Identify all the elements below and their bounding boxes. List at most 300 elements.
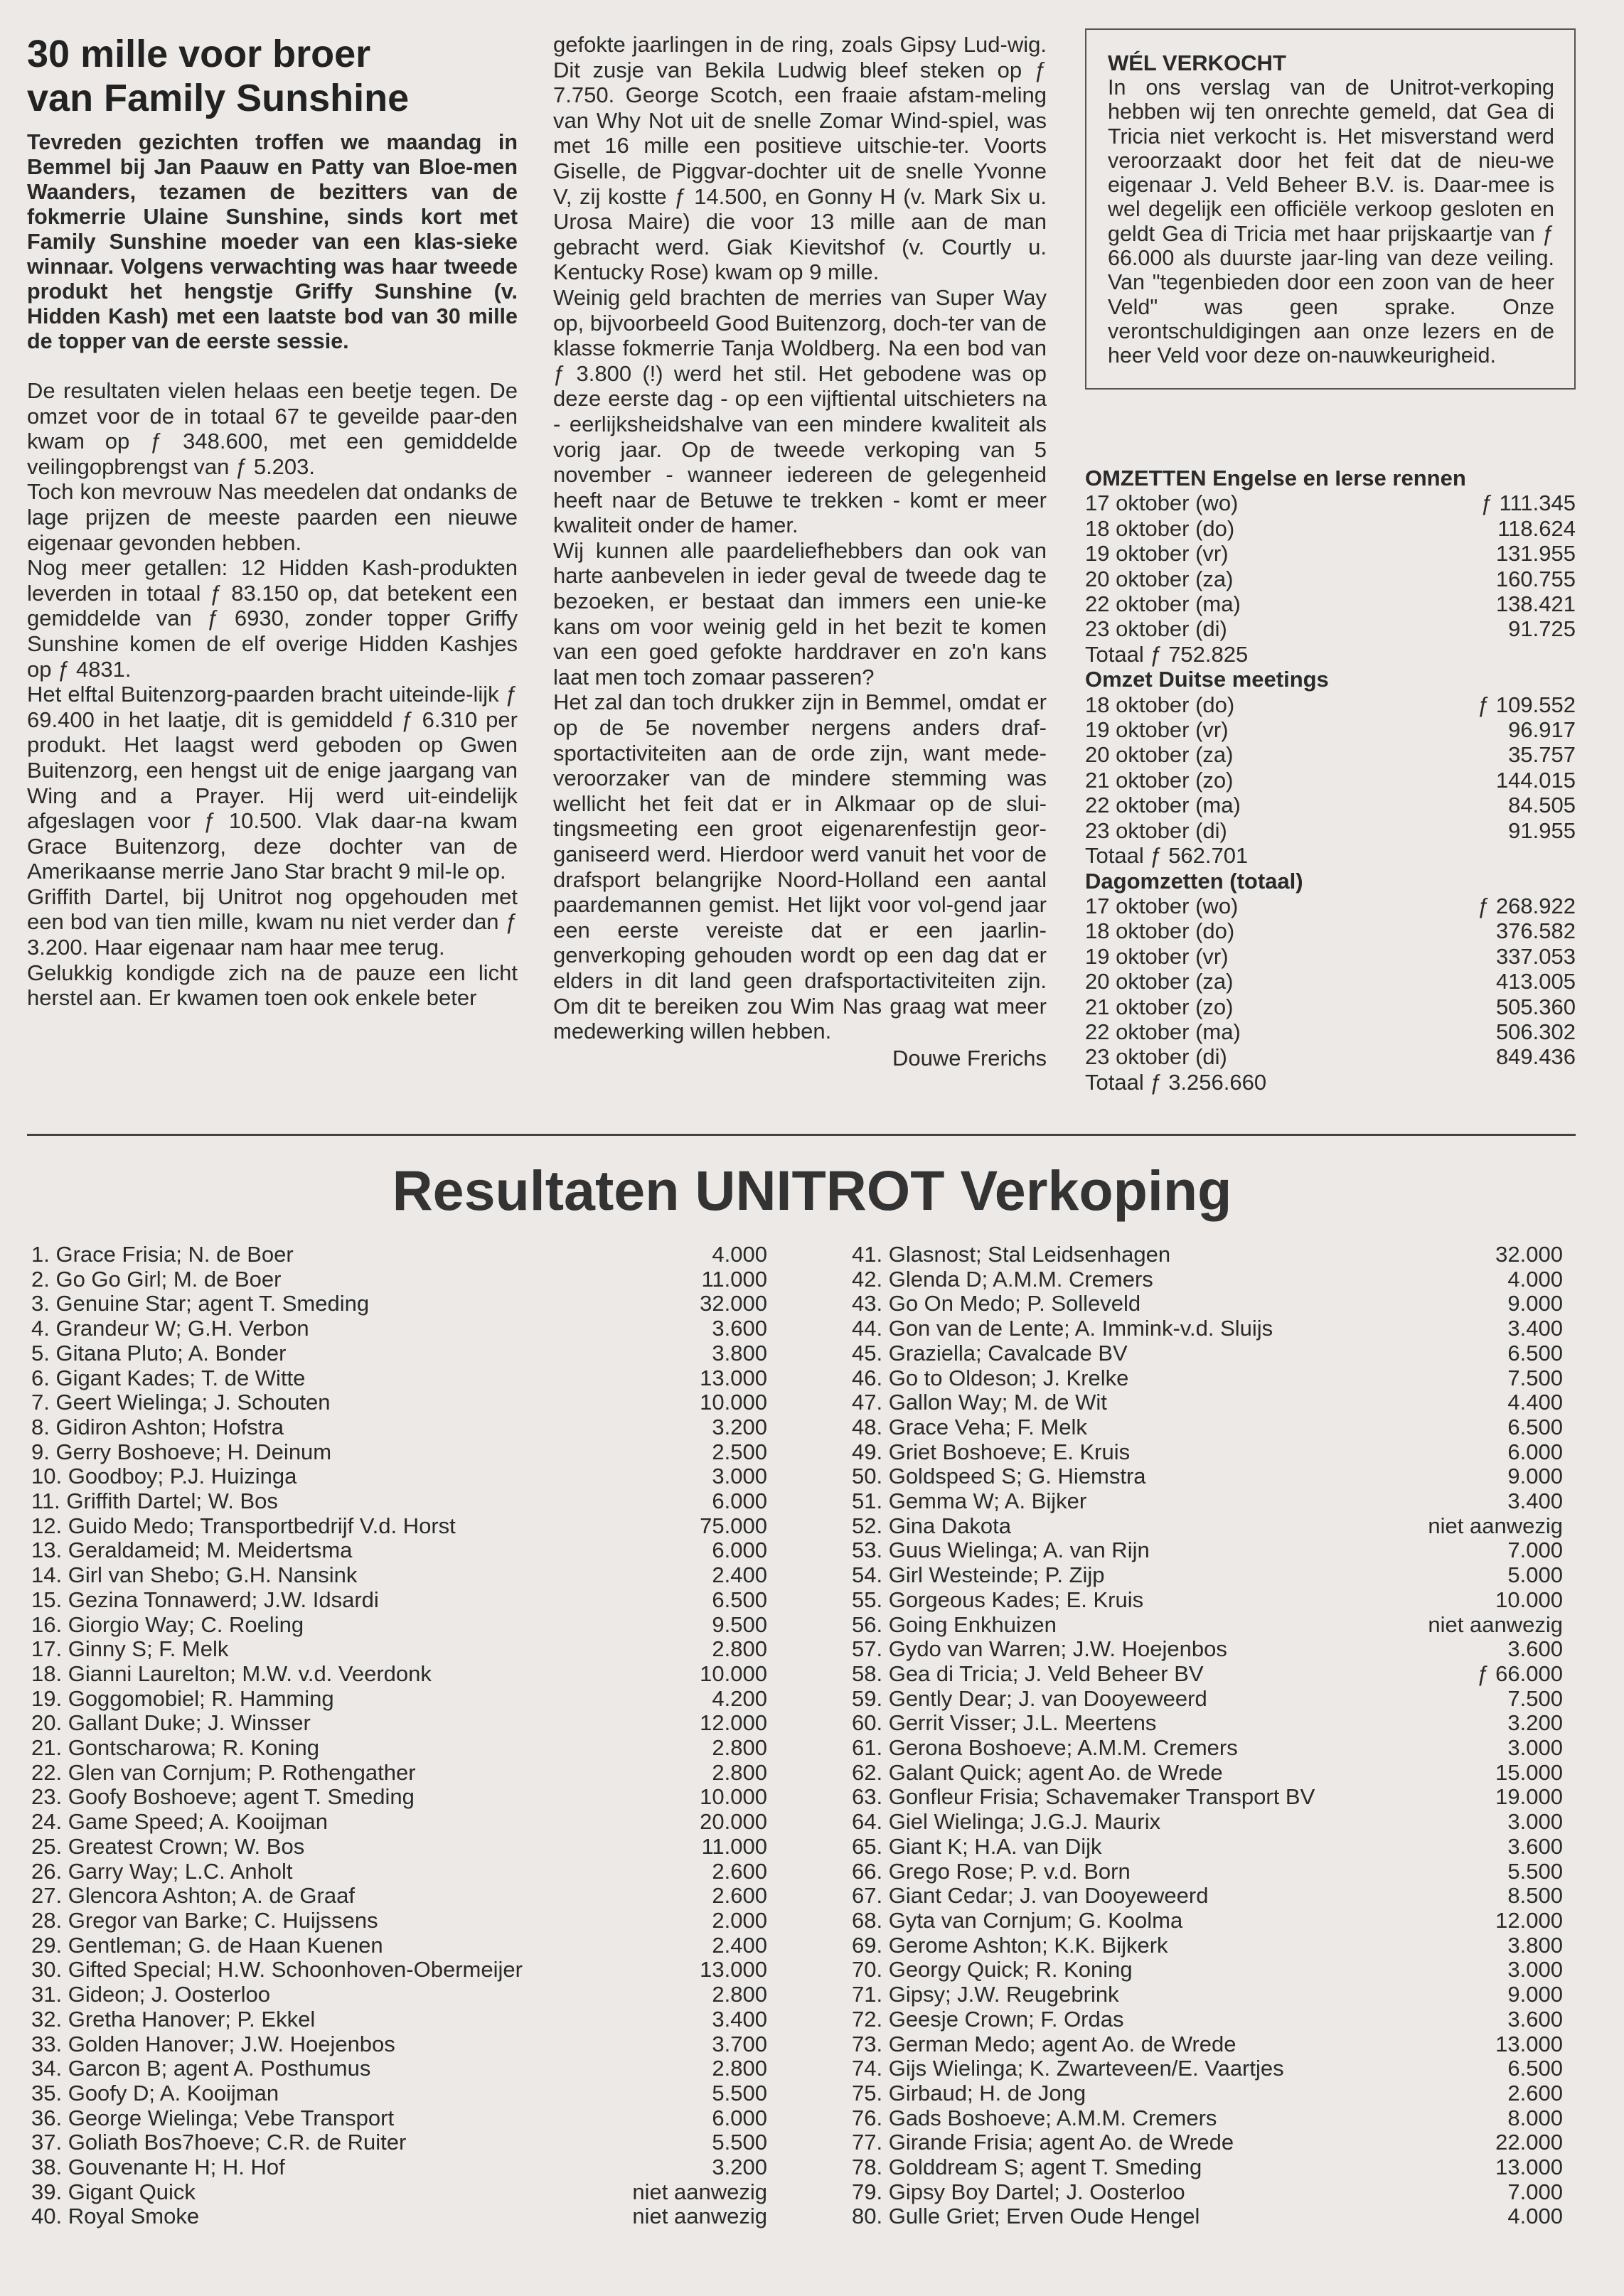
result-row — [31, 1316, 767, 1341]
result-horse-buyer: 9. Gerry Boshoeve; H. Deinum — [31, 1439, 332, 1464]
result-row — [31, 1366, 767, 1391]
result-price: 6.000 — [1507, 1439, 1563, 1464]
result-horse-buyer: 34. Garcon B; agent A. Posthumus — [31, 2056, 371, 2081]
headline-line-1: 30 mille voor broer — [27, 33, 371, 75]
result-horse-buyer: 8. Gidiron Ashton; Hofstra — [31, 1415, 284, 1439]
stats-row-label: 17 oktober (wo) — [1085, 490, 1239, 516]
stats-row-value: 506.302 — [1495, 1019, 1576, 1044]
result-horse-buyer: 21. Gontscharowa; R. Koning — [31, 1736, 319, 1761]
stats-row — [1085, 818, 1576, 843]
result-price: 3.600 — [1507, 1636, 1563, 1662]
result-horse-buyer: 40. Royal Smoke — [31, 2204, 200, 2229]
result-price: 8.500 — [1507, 1883, 1563, 1909]
article-paragraph: Nog meer getallen: 12 Hidden Kash-produkten leverden in totaal ƒ 83.150 op, dat betekent een gemiddelde van ƒ 6930, zonder topper Griffy Sunshine komen de elf overige Hidden Kashjes op ƒ 4831. — [27, 555, 518, 682]
stats-rows-german — [1085, 692, 1576, 843]
result-price: 3.600 — [712, 1316, 767, 1341]
result-horse-buyer: 65. Giant K; H.A. van Dijk — [852, 1834, 1102, 1859]
result-price: 22.000 — [1495, 2130, 1563, 2155]
headline-line-2: van Family Sunshine — [27, 77, 410, 119]
result-row — [852, 1489, 1563, 1514]
section-divider — [27, 1134, 1576, 1136]
article-paragraph: Weinig geld brachten de merries van Super Way op, bijvoorbeeld Good Buitenzorg, doch-ter van de klasse fokmerrie Tanja Woldberg. Na een bod van ƒ 3.800 (!) werd het stil. Het gebodene was op deze eerste dag - op een vijftiental uitschieters na - eerlijksheidshalve van een mindere kwaliteit als vorig jaar. Op de tweede verkoping van 5 november - wanneer iedereen de gelegenheid heeft naar de Betuwe te trekken - komt er meer kwaliteit onder de hamer. — [553, 284, 1047, 538]
stats-row — [1085, 944, 1576, 969]
result-row — [31, 2056, 767, 2081]
stats-row-value: 160.755 — [1495, 566, 1576, 591]
result-price: 3.200 — [712, 2155, 767, 2180]
result-price: 7.000 — [1507, 2179, 1563, 2204]
article-paragraph: Gelukkig kondigde zich na de pauze een licht herstel aan. Er kwamen toen ook enkele beter — [27, 960, 518, 1011]
result-price: 5.500 — [712, 2130, 767, 2155]
result-row — [852, 1662, 1563, 1687]
stats-row-value: 84.505 — [1508, 793, 1576, 818]
result-row — [31, 1489, 767, 1514]
result-horse-buyer: 63. Gonfleur Frisia; Schavemaker Transport BV — [852, 1785, 1315, 1810]
result-row — [852, 1637, 1563, 1662]
result-price: 6.500 — [1507, 1340, 1563, 1366]
stats-row-label: 20 oktober (za) — [1085, 969, 1234, 994]
result-horse-buyer: 70. Georgy Quick; R. Koning — [852, 1958, 1133, 1983]
result-row — [31, 1292, 767, 1316]
stats-row-label: 21 oktober (zo) — [1085, 994, 1234, 1019]
result-horse-buyer: 32. Gretha Hanover; P. Ekkel — [31, 2007, 316, 2032]
result-price: niet aanwezig — [632, 2204, 767, 2229]
article-paragraph: Toch kon mevrouw Nas meedelen dat ondanks de lage prijzen de meeste paarden een nieuwe eigenaar gevonden hebben. — [27, 479, 518, 555]
stats-row — [1085, 742, 1576, 767]
result-horse-buyer: 60. Gerrit Visser; J.L. Meertens — [852, 1711, 1157, 1736]
result-row — [852, 1316, 1563, 1341]
result-horse-buyer: 42. Glenda D; A.M.M. Cremers — [852, 1267, 1153, 1292]
stats-german — [1085, 667, 1576, 868]
result-row — [31, 1835, 767, 1860]
result-price: 6.000 — [712, 2105, 767, 2130]
turnover-stats — [1085, 466, 1576, 1095]
result-horse-buyer: 29. Gentleman; G. de Haan Kuenen — [31, 1933, 383, 1958]
stats-row — [1085, 1044, 1576, 1069]
result-price: 3.600 — [1507, 2006, 1563, 2032]
result-price: 4.000 — [1507, 2204, 1563, 2229]
stats-row-label: 23 oktober (di) — [1085, 1044, 1227, 1070]
result-row — [852, 1835, 1563, 1860]
result-horse-buyer: 41. Glasnost; Stal Leidsenhagen — [852, 1243, 1171, 1267]
result-horse-buyer: 76. Gads Boshoeve; A.M.M. Cremers — [852, 2105, 1217, 2130]
result-row — [852, 1390, 1563, 1415]
result-price: 6.500 — [1507, 2056, 1563, 2081]
stats-daily — [1085, 869, 1576, 1095]
stats-total-daily: Totaal ƒ 3.256.660 — [1085, 1069, 1267, 1095]
result-price: 20.000 — [700, 1809, 767, 1835]
article-paragraph: Griffith Dartel, bij Unitrot nog opgehouden met een bod van tien mille, kwam nu niet verder dan ƒ 3.200. Haar eigenaar nam haar mee terug. — [27, 884, 518, 960]
result-row — [31, 1243, 767, 1267]
result-price: 2.800 — [712, 1982, 767, 2007]
article-column-2 — [553, 32, 1047, 1071]
result-row — [852, 1538, 1563, 1563]
result-price: niet aanwezig — [1428, 1513, 1563, 1538]
correction-notice — [1085, 28, 1576, 390]
result-price: 6.000 — [712, 1538, 767, 1563]
result-row — [852, 1785, 1563, 1810]
result-horse-buyer: 69. Gerome Ashton; K.K. Bijkerk — [852, 1933, 1168, 1958]
results-list-right — [852, 1243, 1563, 2229]
result-row — [31, 1958, 767, 1983]
result-price: 9.000 — [1507, 1291, 1563, 1316]
result-horse-buyer: 12. Guido Medo; Transportbedrijf V.d. Horst — [31, 1513, 456, 1538]
result-price: 4.000 — [712, 1242, 767, 1267]
result-row — [31, 1761, 767, 1786]
result-row — [852, 1243, 1563, 1267]
result-horse-buyer: 14. Girl van Shebo; G.H. Nansink — [31, 1563, 358, 1588]
result-row — [852, 2007, 1563, 2032]
result-horse-buyer: 66. Grego Rose; P. v.d. Born — [852, 1859, 1131, 1884]
result-price: 2.400 — [712, 1562, 767, 1588]
result-row — [852, 1687, 1563, 1712]
result-horse-buyer: 3. Genuine Star; agent T. Smeding — [31, 1292, 370, 1316]
result-price: 9.000 — [1507, 1464, 1563, 1489]
result-horse-buyer: 28. Gregor van Barke; C. Huijssens — [31, 1908, 378, 1933]
result-row — [852, 1366, 1563, 1391]
result-row — [852, 2081, 1563, 2106]
stats-row-value: 413.005 — [1495, 969, 1576, 994]
result-horse-buyer: 37. Goliath Bos7hoeve; C.R. de Ruiter — [31, 2130, 407, 2155]
stats-row-value: 144.015 — [1495, 767, 1576, 793]
result-horse-buyer: 19. Goggomobiel; R. Hamming — [31, 1686, 334, 1711]
result-horse-buyer: 46. Go to Oldeson; J. Krelke — [852, 1366, 1129, 1390]
result-price: 10.000 — [700, 1390, 767, 1415]
result-row — [852, 2130, 1563, 2155]
result-price: 32.000 — [1495, 1242, 1563, 1267]
stats-row-label: 19 oktober (vr) — [1085, 717, 1229, 743]
notice-title: WÉL VERKOCHT — [1108, 50, 1286, 75]
result-price: 3.800 — [712, 1340, 767, 1366]
result-row — [31, 1983, 767, 2007]
result-horse-buyer: 56. Going Enkhuizen — [852, 1612, 1057, 1637]
stats-row-value: 849.436 — [1495, 1044, 1576, 1070]
result-row — [852, 1933, 1563, 1958]
result-price: 2.500 — [712, 1439, 767, 1464]
result-row — [852, 1761, 1563, 1786]
result-row — [31, 1613, 767, 1638]
result-horse-buyer: 10. Goodboy; P.J. Huizinga — [31, 1464, 297, 1489]
result-row — [852, 2056, 1563, 2081]
stats-row — [1085, 717, 1576, 742]
result-row — [852, 1613, 1563, 1638]
result-price: 3.000 — [712, 1464, 767, 1489]
stats-row — [1085, 516, 1576, 541]
result-horse-buyer: 24. Game Speed; A. Kooijman — [31, 1810, 328, 1835]
stats-row-label: 18 oktober (do) — [1085, 918, 1235, 944]
result-price: 11.000 — [701, 1266, 767, 1292]
result-row — [852, 1711, 1563, 1736]
result-price: 3.700 — [712, 2031, 767, 2056]
result-price: 2.800 — [712, 1636, 767, 1662]
stats-rows-english — [1085, 490, 1576, 641]
result-horse-buyer: 49. Griet Boshoeve; E. Kruis — [852, 1439, 1131, 1464]
result-horse-buyer: 38. Gouvenante H; H. Hof — [31, 2155, 285, 2180]
article-paragraph: De resultaten vielen helaas een beetje tegen. De omzet voor de in totaal 67 te geveilde paar-den kwam op ƒ 348.600, met een gemiddelde veilingopbrengst van ƒ 5.203. — [27, 378, 518, 479]
result-horse-buyer: 61. Gerona Boshoeve; A.M.M. Cremers — [852, 1736, 1238, 1761]
result-price: 3.000 — [1507, 1809, 1563, 1835]
result-price: 6.500 — [1507, 1414, 1563, 1439]
result-horse-buyer: 73. German Medo; agent Ao. de Wrede — [852, 2032, 1236, 2056]
result-row — [31, 1341, 767, 1366]
stats-heading-german: Omzet Duitse meetings — [1085, 667, 1329, 692]
result-horse-buyer: 78. Golddream S; agent T. Smeding — [852, 2155, 1202, 2180]
stats-row — [1085, 567, 1576, 591]
result-row — [852, 2032, 1563, 2057]
result-price: 32.000 — [700, 1291, 767, 1316]
result-row — [31, 1736, 767, 1761]
article-column-1 — [27, 32, 518, 1011]
result-horse-buyer: 31. Gideon; J. Oosterloo — [31, 1983, 271, 2007]
result-horse-buyer: 64. Giel Wielinga; J.G.J. Maurix — [852, 1810, 1161, 1835]
stats-row-label: 22 oktober (ma) — [1085, 793, 1241, 818]
result-price: 13.000 — [700, 1365, 767, 1390]
result-row — [852, 1958, 1563, 1983]
stats-row-label: 20 oktober (za) — [1085, 742, 1234, 768]
result-horse-buyer: 72. Geesje Crown; F. Ordas — [852, 2007, 1124, 2032]
result-horse-buyer: 45. Graziella; Cavalcade BV — [852, 1341, 1128, 1366]
stats-row-value: ƒ 268.922 — [1478, 893, 1576, 918]
stats-row-value: 91.725 — [1508, 616, 1576, 642]
article-paragraph: Het elftal Buitenzorg-paarden bracht uiteinde-lijk ƒ 69.400 in het laatje, dit is gemiddeld ƒ 6.310 per produkt. Het laagst werd geboden op Gwen Buitenzorg, een hengst uit de enige jaargang van Wing and a Prayer. Hij werd uit-eindelijk afgeslagen voor ƒ 10.500. Vlak daar-na kwam Grace Buitenzorg, deze dochter van de Amerikaanse merrie Jano Star bracht 9 mil-le op. — [27, 682, 518, 884]
result-horse-buyer: 44. Gon van de Lente; A. Immink-v.d. Sluijs — [852, 1316, 1273, 1341]
result-row — [852, 1588, 1563, 1613]
stats-row-value: 96.917 — [1508, 717, 1576, 743]
results-list-left — [31, 1243, 767, 2229]
result-horse-buyer: 75. Girbaud; H. de Jong — [852, 2081, 1086, 2105]
result-price: 2.800 — [712, 2056, 767, 2081]
result-row — [31, 2204, 767, 2229]
result-horse-buyer: 20. Gallant Duke; J. Winsser — [31, 1711, 311, 1736]
result-price: 13.000 — [1495, 2031, 1563, 2056]
result-horse-buyer: 4. Grandeur W; G.H. Verbon — [31, 1316, 309, 1341]
result-horse-buyer: 2. Go Go Girl; M. de Boer — [31, 1267, 282, 1292]
result-row — [31, 1933, 767, 1958]
result-horse-buyer: 62. Galant Quick; agent Ao. de Wrede — [852, 1760, 1223, 1785]
result-horse-buyer: 55. Gorgeous Kades; E. Kruis — [852, 1587, 1144, 1612]
notice-body: In ons verslag van de Unitrot-verkoping hebben wij ten onrechte gemeld, dat Gea di Tricia niet verkocht is. Het misverstand werd veroorzaakt door het feit dat de nieu-we eigenaar J. Veld Beheer B.V. is. Daar-mee is wel degelijk een officiële verkoop gesloten en geldt Gea di Tricia met haar prijskaartje van ƒ 66.000 als duurste jaar-ling van deze veiling. Van "tegenbieden door een zoon van de heer Veld" was geen sprake. Onze verontschuldigingen aan onze lezers en de heer Veld voor deze on-nauwkeurigheid. — [1108, 75, 1554, 368]
stats-row — [1085, 793, 1576, 817]
stats-row-label: 20 oktober (za) — [1085, 566, 1234, 591]
result-price: 2.000 — [712, 1907, 767, 1933]
result-price: 3.400 — [1507, 1488, 1563, 1514]
result-row — [31, 1687, 767, 1712]
column-2-body — [553, 32, 1047, 1044]
result-row — [852, 1810, 1563, 1835]
stats-row-value: ƒ 109.552 — [1478, 692, 1576, 717]
result-row — [31, 1588, 767, 1613]
stats-heading-english: OMZETTEN Engelse en Ierse rennen — [1085, 466, 1466, 490]
stats-row — [1085, 692, 1576, 717]
result-price: 7.500 — [1507, 1365, 1563, 1390]
result-price: niet aanwezig — [632, 2179, 767, 2204]
stats-row-label: 23 oktober (di) — [1085, 616, 1227, 642]
stats-row — [1085, 894, 1576, 918]
result-price: 3.800 — [1507, 1932, 1563, 1958]
result-row — [31, 1415, 767, 1440]
result-row — [31, 1860, 767, 1884]
result-row — [852, 1464, 1563, 1489]
result-horse-buyer: 80. Gulle Griet; Erven Oude Hengel — [852, 2204, 1200, 2229]
stats-row-value: 131.955 — [1495, 541, 1576, 567]
result-horse-buyer: 71. Gipsy; J.W. Reugebrink — [852, 1983, 1119, 2007]
result-horse-buyer: 68. Gyta van Cornjum; G. Koolma — [852, 1908, 1183, 1933]
result-price: niet aanwezig — [1428, 1611, 1563, 1637]
article-column-3 — [1085, 28, 1576, 390]
result-row — [852, 1563, 1563, 1588]
result-row — [852, 1736, 1563, 1761]
result-price: 2.400 — [712, 1932, 767, 1958]
result-row — [852, 1860, 1563, 1884]
result-price: 3.200 — [1507, 1710, 1563, 1736]
stats-row — [1085, 1019, 1576, 1044]
result-price: 3.200 — [712, 1414, 767, 1439]
result-row — [31, 1637, 767, 1662]
result-row — [31, 1390, 767, 1415]
stats-heading-daily: Dagomzetten (totaal) — [1085, 868, 1303, 894]
result-row — [31, 1267, 767, 1292]
result-price: 2.600 — [1507, 2080, 1563, 2105]
result-price: 2.800 — [712, 1759, 767, 1785]
result-horse-buyer: 1. Grace Frisia; N. de Boer — [31, 1243, 294, 1267]
result-row — [852, 1983, 1563, 2007]
result-row — [852, 1514, 1563, 1539]
result-horse-buyer: 59. Gently Dear; J. van Dooyeweerd — [852, 1686, 1207, 1711]
result-horse-buyer: 50. Goldspeed S; G. Hiemstra — [852, 1464, 1146, 1489]
result-price: 10.000 — [700, 1661, 767, 1686]
author-signature: Douwe Frerichs — [892, 1045, 1047, 1071]
stats-row-label: 18 oktober (do) — [1085, 515, 1235, 541]
stats-row — [1085, 969, 1576, 994]
result-row — [852, 1267, 1563, 1292]
stats-row — [1085, 994, 1576, 1019]
result-horse-buyer: 57. Gydo van Warren; J.W. Hoejenbos — [852, 1637, 1227, 1662]
stats-row-label: 19 oktober (vr) — [1085, 541, 1229, 567]
article-paragraph: Het zal dan toch drukker zijn in Bemmel, omdat er op de 5e november nergens anders draf-sportactiviteiten aan de orde zijn, want mede-veroorzaker van de mindere stemming was wellicht het feit dat er in Alkmaar op de slui-tingsmeeting een groot eigenarenfestijn geor-ganiseerd werd. Hierdoor werd vanuit het voor de drafsport belangrijke Noord-Holland een aantal paardemannen gemist. Het lijkt voor vol-gend jaar een eerste vereiste dat er een jaarlin-genverkoping gehouden wordt op een dag dat er elders in dit land geen drafsportactiviteiten zijn. Om dit te bereiken zou Wim Nas graag wat meer medewerking willen hebben. — [553, 690, 1047, 1044]
result-row — [31, 1810, 767, 1835]
article-paragraph: Wij kunnen alle paardeliefhebbers dan ook van harte aanbevelen in ieder geval de tweede dag te bezoeken, er bestaat dan immers een unie-ke kans om voor weinig geld in het bezit te komen van een goed gefokte harddraver en zo'n kans laat men toch zomaar passeren? — [553, 537, 1047, 690]
result-horse-buyer: 67. Giant Cedar; J. van Dooyeweerd — [852, 1884, 1209, 1909]
result-price: 11.000 — [701, 1833, 767, 1859]
result-horse-buyer: 18. Gianni Laurelton; M.W. v.d. Veerdonk — [31, 1661, 432, 1686]
result-price: 6.000 — [712, 1488, 767, 1514]
result-row — [31, 1514, 767, 1539]
stats-rows-daily — [1085, 894, 1576, 1070]
results-title: Resultaten UNITROT Verkoping — [392, 1159, 1232, 1222]
result-row — [31, 1538, 767, 1563]
result-horse-buyer: 26. Garry Way; L.C. Anholt — [31, 1859, 293, 1884]
result-row — [852, 2155, 1563, 2180]
article-headline — [27, 32, 518, 120]
stats-total-german: Totaal ƒ 562.701 — [1085, 843, 1249, 869]
result-horse-buyer: 47. Gallon Way; M. de Wit — [852, 1390, 1107, 1415]
result-horse-buyer: 6. Gigant Kades; T. de Witte — [31, 1366, 306, 1390]
result-price: 3.400 — [1507, 1316, 1563, 1341]
result-horse-buyer: 7. Geert Wielinga; J. Schouten — [31, 1390, 331, 1415]
stats-row — [1085, 918, 1576, 943]
result-price: 7.500 — [1507, 1685, 1563, 1711]
stats-row-label: 18 oktober (do) — [1085, 692, 1235, 717]
result-price: 4.400 — [1507, 1390, 1563, 1415]
result-price: 15.000 — [1495, 1759, 1563, 1785]
result-horse-buyer: 53. Guus Wielinga; A. van Rijn — [852, 1538, 1150, 1563]
result-row — [31, 1563, 767, 1588]
stats-row — [1085, 541, 1576, 566]
result-price: 3.000 — [1507, 1957, 1563, 1983]
result-price: 4.200 — [712, 1685, 767, 1711]
result-row — [31, 1785, 767, 1810]
result-price: 12.000 — [1495, 1907, 1563, 1933]
result-price: 10.000 — [1495, 1587, 1563, 1612]
result-price: 19.000 — [1495, 1784, 1563, 1810]
result-price: 75.000 — [700, 1513, 767, 1538]
result-row — [31, 2007, 767, 2032]
result-price: 8.000 — [1507, 2105, 1563, 2130]
result-row — [852, 2180, 1563, 2205]
stats-row-label: 19 oktober (vr) — [1085, 943, 1229, 969]
stats-total-english: Totaal ƒ 752.825 — [1085, 641, 1249, 667]
stats-row — [1085, 616, 1576, 641]
result-price: 5.500 — [712, 2080, 767, 2105]
result-horse-buyer: 16. Giorgio Way; C. Roeling — [31, 1612, 304, 1637]
result-horse-buyer: 22. Glen van Cornjum; P. Rothengather — [31, 1760, 416, 1785]
result-price: 5.000 — [1507, 1562, 1563, 1588]
result-row — [31, 1909, 767, 1933]
result-row — [31, 1884, 767, 1909]
result-row — [31, 2130, 767, 2155]
result-horse-buyer: 43. Go On Medo; P. Solleveld — [852, 1292, 1141, 1316]
result-horse-buyer: 79. Gipsy Boy Dartel; J. Oosterloo — [852, 2179, 1185, 2204]
stats-row — [1085, 490, 1576, 515]
result-horse-buyer: 5. Gitana Pluto; A. Bonder — [31, 1341, 287, 1366]
stats-row-label: 22 oktober (ma) — [1085, 591, 1241, 617]
result-horse-buyer: 23. Goofy Boshoeve; agent T. Smeding — [31, 1785, 415, 1810]
stats-row — [1085, 768, 1576, 793]
stats-row-value: 376.582 — [1495, 918, 1576, 944]
result-price: 3.000 — [1507, 1735, 1563, 1761]
result-price: ƒ 66.000 — [1477, 1661, 1563, 1686]
result-horse-buyer: 25. Greatest Crown; W. Bos — [31, 1834, 305, 1859]
stats-row-label: 22 oktober (ma) — [1085, 1019, 1241, 1044]
result-price: 12.000 — [700, 1710, 767, 1736]
result-horse-buyer: 39. Gigant Quick — [31, 2179, 196, 2204]
result-row — [31, 1662, 767, 1687]
result-row — [31, 2032, 767, 2057]
stats-row-label: 23 oktober (di) — [1085, 817, 1227, 843]
stats-english — [1085, 466, 1576, 667]
result-horse-buyer: 77. Girande Frisia; agent Ao. de Wrede — [852, 2130, 1234, 2155]
stats-row-value: 118.624 — [1497, 515, 1576, 541]
stats-row-label: 17 oktober (wo) — [1085, 893, 1239, 918]
result-price: 13.000 — [1495, 2155, 1563, 2180]
result-price: 2.600 — [712, 1858, 767, 1884]
result-price: 10.000 — [700, 1784, 767, 1810]
result-horse-buyer: 74. Gijs Wielinga; K. Zwarteveen/E. Vaartjes — [852, 2056, 1284, 2081]
result-row — [852, 1909, 1563, 1933]
result-row — [31, 2180, 767, 2205]
result-horse-buyer: 27. Glencora Ashton; A. de Graaf — [31, 1884, 355, 1909]
result-price: 5.500 — [1507, 1858, 1563, 1884]
stats-row-value: ƒ 111.345 — [1480, 490, 1576, 516]
result-row — [31, 1464, 767, 1489]
result-horse-buyer: 30. Gifted Special; H.W. Schoonhoven-Obermeijer — [31, 1958, 523, 1983]
result-row — [31, 2106, 767, 2131]
result-row — [852, 1292, 1563, 1316]
stats-row — [1085, 591, 1576, 616]
result-horse-buyer: 17. Ginny S; F. Melk — [31, 1637, 229, 1662]
result-row — [852, 2106, 1563, 2131]
result-row — [31, 1440, 767, 1465]
result-price: 3.400 — [712, 2006, 767, 2032]
